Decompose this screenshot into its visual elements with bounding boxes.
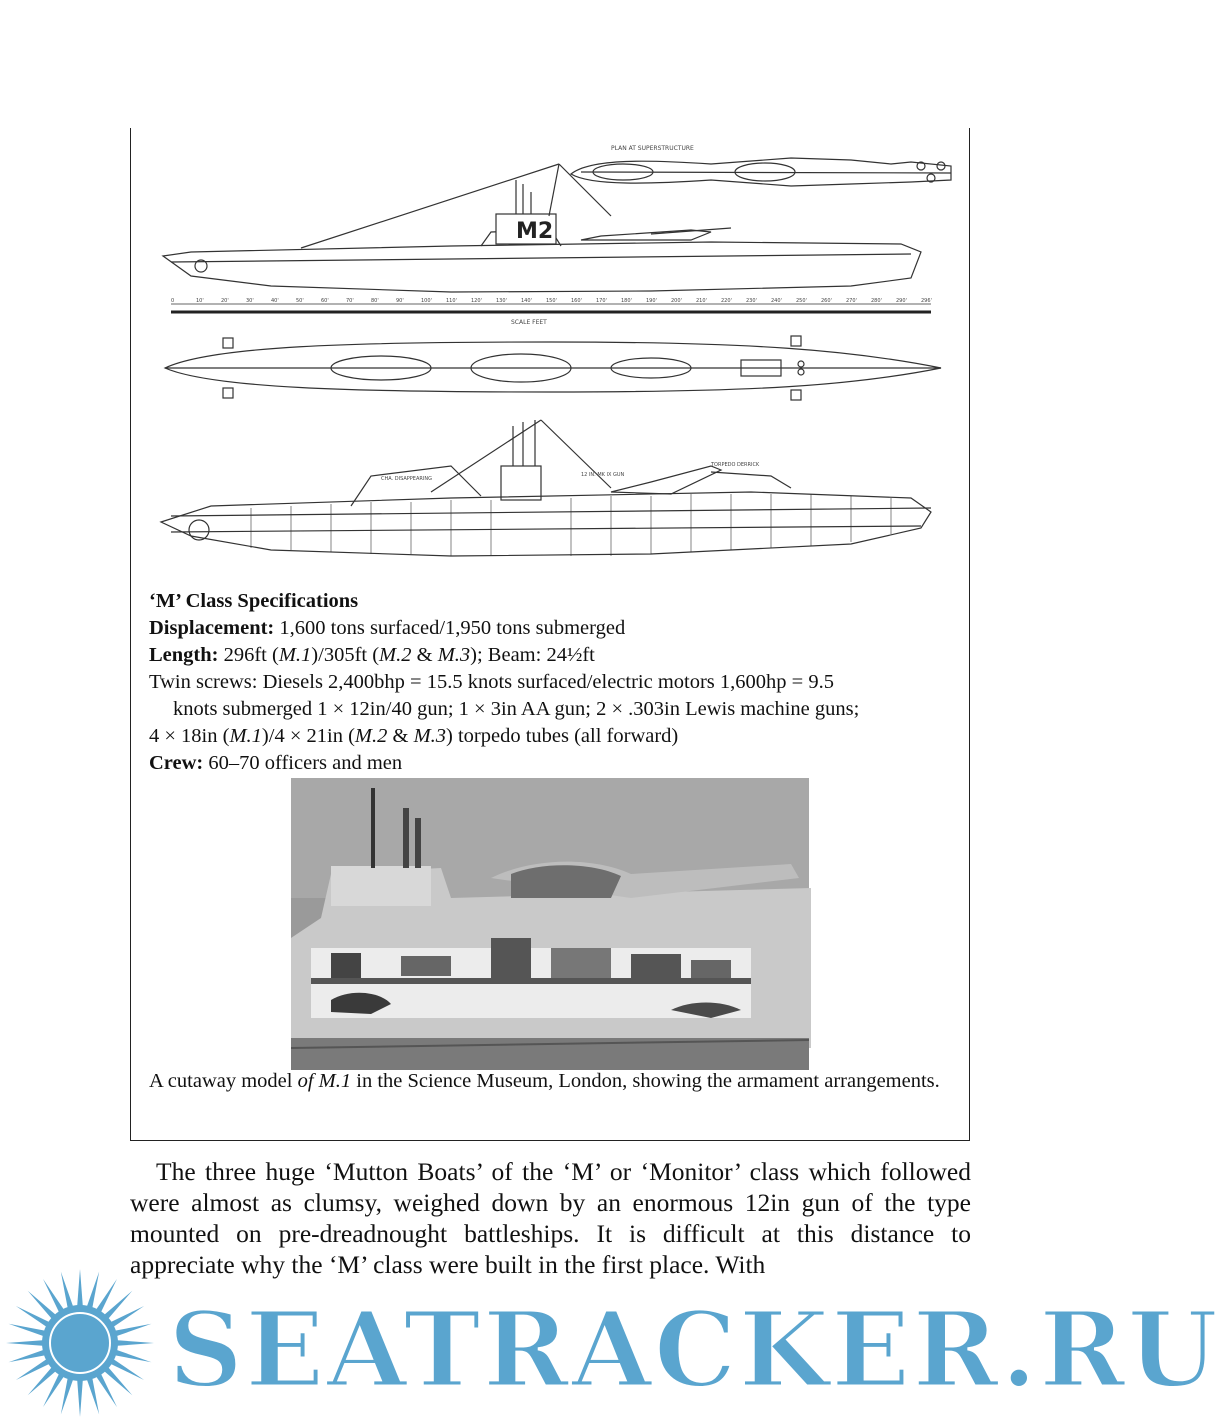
sun-ray: [6, 1340, 44, 1346]
scale-tick-label: 60': [321, 298, 329, 304]
plan-label: PLAN AT SUPERSTRUCTURE: [611, 145, 694, 152]
spec-title: ‘M’ Class Specifications: [149, 590, 359, 612]
scale-tick-label: 80': [371, 298, 379, 304]
sun-ray: [77, 1379, 83, 1417]
sun-logo-icon: [6, 1269, 154, 1417]
scale-tick-label: 40': [271, 298, 279, 304]
scale-tick-label: 150': [546, 298, 557, 304]
section-label-torpedo: TORPEDO DERRICK: [711, 462, 760, 468]
sun-ray: [87, 1377, 100, 1415]
scale-tick-label: 190': [646, 298, 657, 304]
scale-tick-label: 280': [871, 298, 882, 304]
scale-tick-label: 90': [396, 298, 404, 304]
length-m2: M.2: [379, 644, 412, 666]
sun-ray: [114, 1350, 152, 1363]
torpedo-text: &: [387, 725, 414, 747]
section-label-disappearing: CHA. DISAPPEARING: [381, 476, 432, 482]
scale-tick-label: 120': [471, 298, 482, 304]
scale-tick-label: 240': [771, 298, 782, 304]
length-text: &: [411, 644, 438, 666]
scale-tick-label: 100': [421, 298, 432, 304]
scale-tick-label: 0: [171, 298, 175, 304]
body-paragraph: The three huge ‘Mutton Boats’ of the ‘M’ or ‘Monitor’ class which followed were almost as clumsy, weighed down by an enormous 12in gun of the type mounted on pre-dreadnought battleships. It is difficult at this distance to appreciate why the ‘M’ class were built in the first place. With: [130, 1157, 971, 1279]
watermark-text: SEATRACKER.RU: [168, 1288, 1220, 1411]
displacement-value: 1,600 tons surfaced/1,950 tons submerged: [274, 617, 626, 639]
sun-ray: [87, 1272, 100, 1310]
length-text: ); Beam: 24½ft: [470, 644, 595, 666]
scale-tick-label: 220': [721, 298, 732, 304]
scale-tick-label: 250': [796, 298, 807, 304]
machinery-line: Twin screws: Diesels 2,400bhp = 15.5 knots surfaced/electric motors 1,600hp = 9.5: [149, 671, 834, 693]
scale-tick-label: 30': [246, 298, 254, 304]
spec-machinery: [149, 669, 959, 723]
section-label-gun: 12 IN. MK IX GUN: [581, 472, 625, 478]
torpedo-text: ) torpedo tubes (all forward): [446, 725, 679, 747]
scale-tick-label: 110': [446, 298, 457, 304]
length-m1: M.1: [278, 644, 312, 666]
scale-tick-label: 200': [671, 298, 682, 304]
sun-ray: [9, 1324, 47, 1337]
sun-ray: [61, 1377, 74, 1415]
specifications: [149, 588, 959, 777]
crew-label: Crew:: [149, 752, 204, 774]
scale-label: SCALE FEET: [511, 319, 547, 326]
caption-text: A cutaway model: [149, 1070, 298, 1092]
torpedo-m1: M.1: [229, 725, 262, 747]
sun-ray: [61, 1272, 74, 1310]
scale-tick-label: 10': [196, 298, 204, 304]
scale-tick-label: 296': [921, 298, 932, 304]
crew-value: 60–70 officers and men: [203, 752, 403, 774]
spec-length: [149, 642, 959, 669]
sun-ray: [77, 1269, 83, 1307]
scale-tick-label: 170': [596, 298, 607, 304]
scale-tick-label: 230': [746, 298, 757, 304]
hull-marking: M2: [516, 219, 554, 244]
photo-caption: [149, 1068, 949, 1095]
torpedo-m3: M.3: [413, 725, 447, 747]
scale-tick-label: 260': [821, 298, 832, 304]
spec-crew: [149, 750, 959, 777]
cutaway-model-photo: [291, 778, 809, 1070]
figure-box: [130, 128, 970, 1141]
scale-tick-label: 160': [571, 298, 582, 304]
length-label: Length:: [149, 644, 219, 666]
scale-tick-label: 20': [221, 298, 229, 304]
scale-tick-label: 50': [296, 298, 304, 304]
sun-ray: [116, 1340, 154, 1346]
scale-tick-label: 270': [846, 298, 857, 304]
torpedo-text: 4 × 18in (: [149, 725, 230, 747]
torpedo-text: )/4 × 21in (: [261, 725, 355, 747]
caption-italic: of M.1: [297, 1070, 352, 1092]
length-text: )/305ft (: [311, 644, 380, 666]
scale-tick-label: 210': [696, 298, 707, 304]
displacement-label: Displacement:: [149, 617, 275, 639]
spec-torpedoes: [149, 723, 959, 750]
submarine-plans-drawing: [151, 136, 951, 598]
caption-text: in the Science Museum, London, showing the armament arrangements.: [351, 1070, 940, 1092]
spec-displacement: [149, 615, 959, 642]
scale-tick-label: 130': [496, 298, 507, 304]
scale-tick-label: 70': [346, 298, 354, 304]
length-m3: M.3: [437, 644, 471, 666]
scale-tick-label: 140': [521, 298, 532, 304]
scale-tick-label: 180': [621, 298, 632, 304]
sun-ray: [114, 1324, 152, 1337]
length-text: 296ft (: [218, 644, 279, 666]
scale-tick-label: 290': [896, 298, 907, 304]
torpedo-m2: M.2: [354, 725, 388, 747]
machinery-line: knots submerged 1 × 12in/40 gun; 1 × 3in AA gun; 2 × .303in Lewis machine guns;: [173, 698, 860, 720]
sun-ray: [9, 1350, 47, 1363]
scale-ticks: [171, 298, 932, 304]
